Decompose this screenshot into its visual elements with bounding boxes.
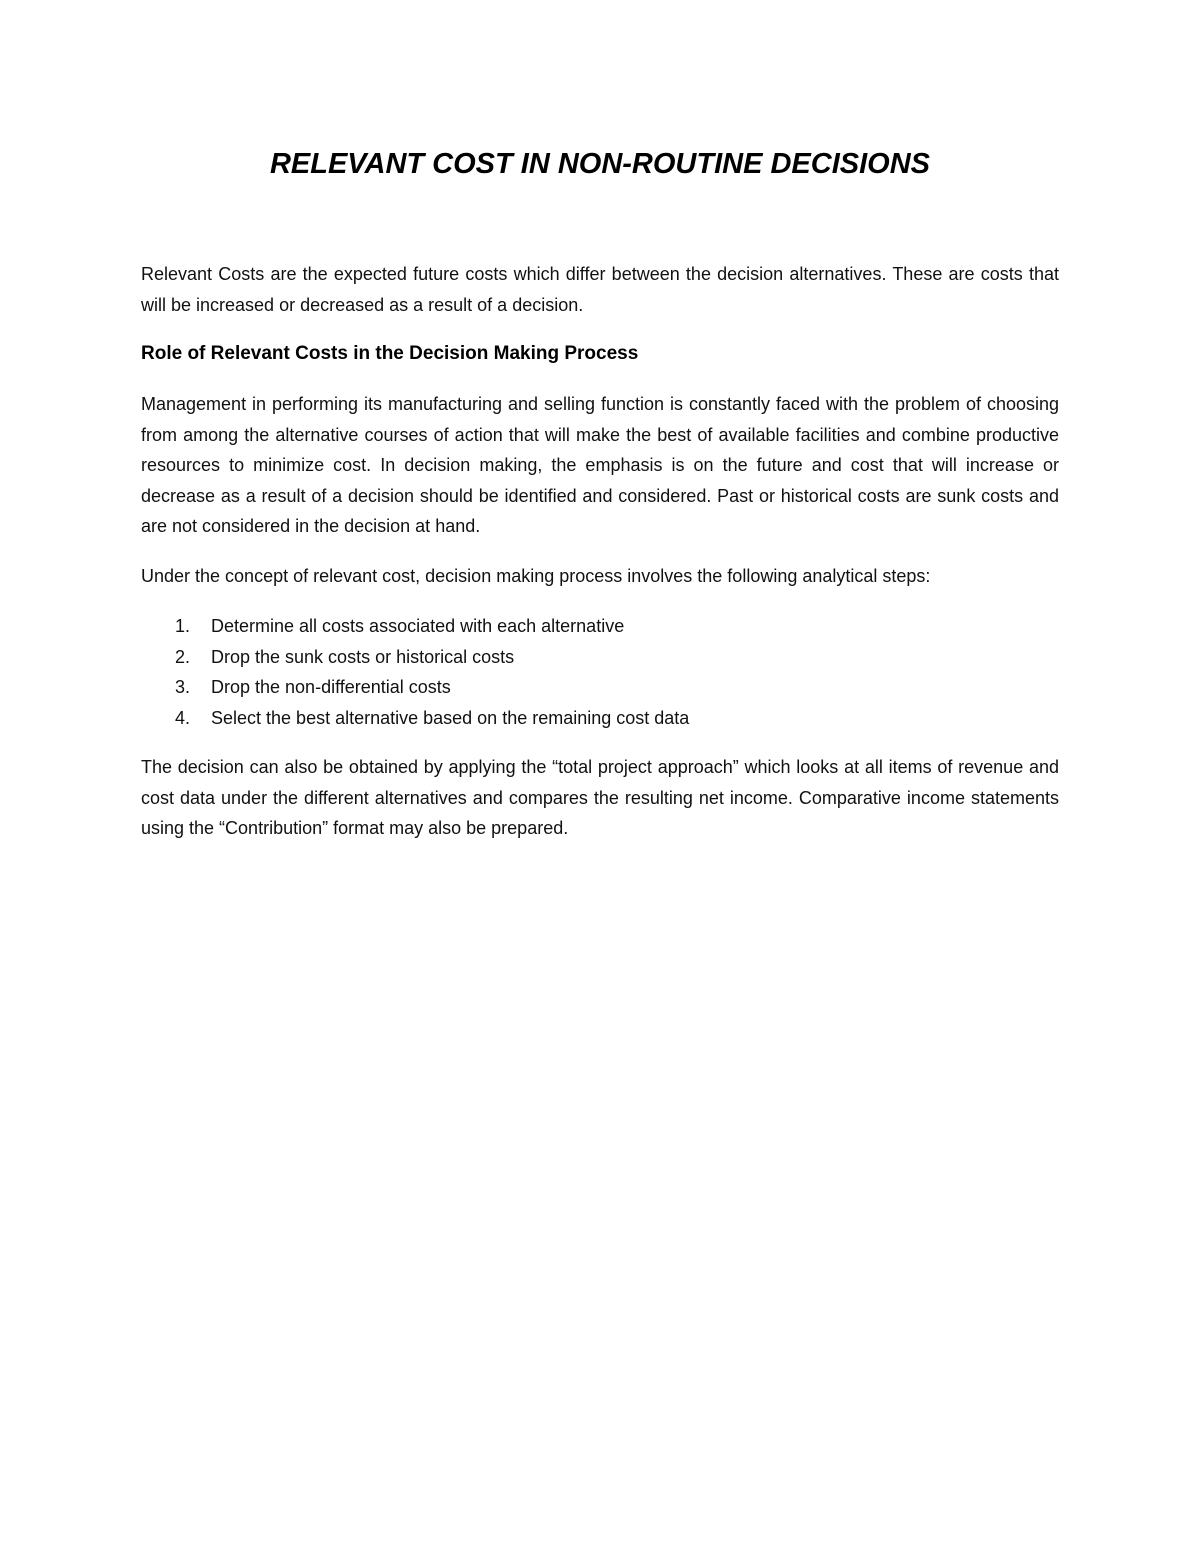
list-item: [141, 672, 1059, 703]
list-item-text: Determine all costs associated with each alternative: [211, 616, 625, 636]
steps-intro-paragraph: Under the concept of relevant cost, decision making process involves the following analytical steps:: [141, 566, 931, 586]
section-heading: Role of Relevant Costs in the Decision Making Process: [141, 343, 639, 364]
list-item-text: Drop the non-differential costs: [211, 677, 451, 697]
list-item-number: 2.: [175, 646, 191, 667]
list-item: [141, 611, 1059, 642]
steps-list: [141, 611, 1059, 733]
list-item-text: Drop the sunk costs or historical costs: [211, 646, 515, 667]
closing-paragraph: The decision can also be obtained by applying the “total project approach” which looks at all items of revenue and cost data under the different alternatives and compares the resulting net income. Comparative income statements using the “Contribution” format may also be prepared.: [141, 757, 1059, 838]
list-item-number: 1.: [175, 616, 191, 636]
list-item: [141, 703, 1059, 734]
list-item: [141, 642, 1059, 673]
list-item-number: 4.: [175, 707, 191, 728]
management-paragraph: Management in performing its manufacturing and selling function is constantly faced with the problem of choosing from among the alternative courses of action that will make the best of available facilities and combine productive resources to minimize cost. In decision making, the emphasis is on the future and cost that will increase or decrease as a result of a decision should be identified and considered. Past or historical costs are sunk costs and are not considered in the decision at hand.: [141, 394, 1059, 536]
list-item-text: Select the best alternative based on the remaining cost data: [211, 707, 690, 728]
intro-paragraph: Relevant Costs are the expected future costs which differ between the decision alternatives. These are costs that will be increased or decreased as a result of a decision.: [141, 264, 1059, 315]
list-item-number: 3.: [175, 677, 191, 697]
document-title: RELEVANT COST IN NON-ROUTINE DECISIONS: [269, 148, 931, 180]
